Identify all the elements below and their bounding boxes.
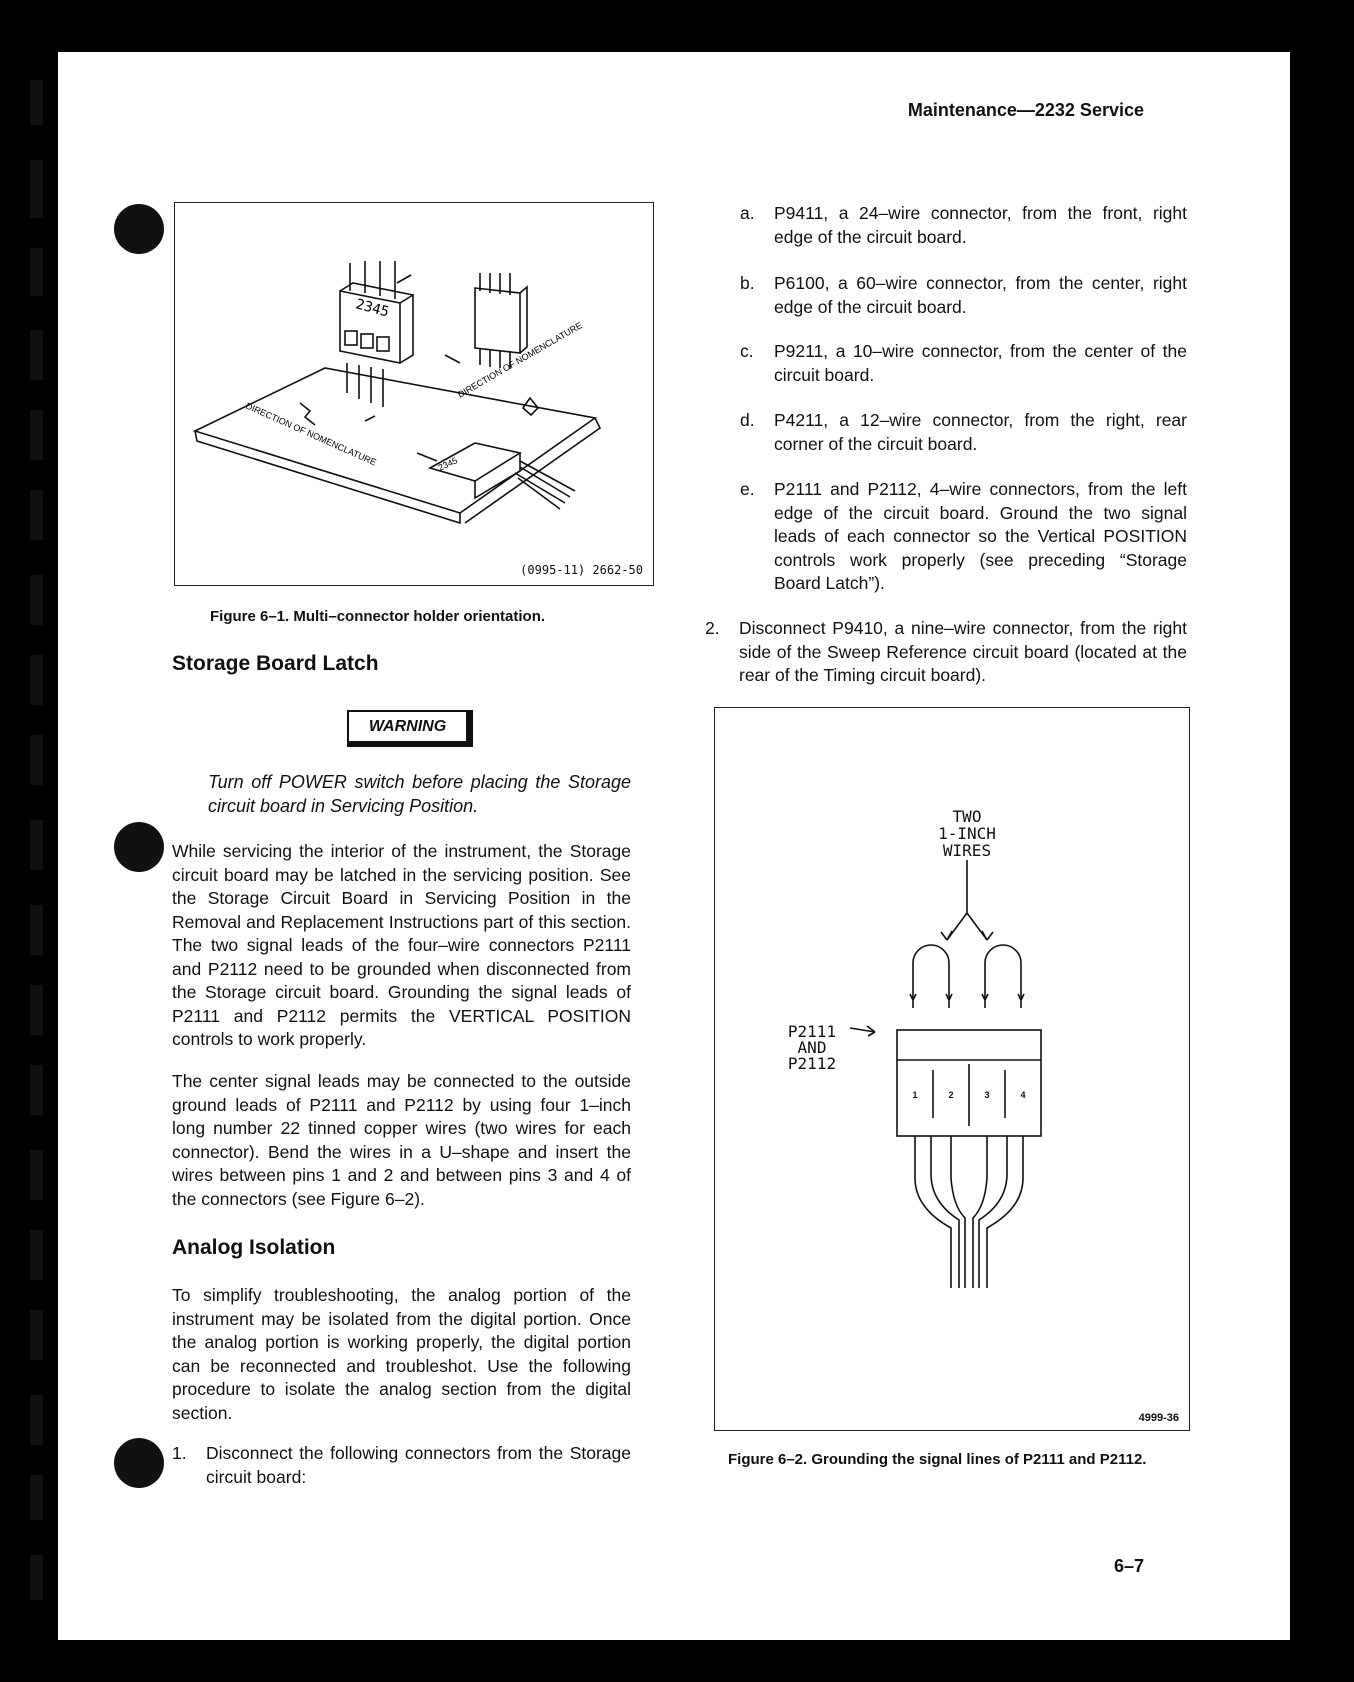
punch-hole <box>114 822 164 872</box>
wires-label-line-1: TWO <box>952 807 982 826</box>
figure-6-2 <box>714 707 1190 1431</box>
sub-item-label: b. <box>740 273 755 293</box>
figure-6-1-caption: Figure 6–1. Multi–connector holder orientation. <box>210 608 546 625</box>
warning-label: WARNING <box>347 710 473 747</box>
pin-1: 1 <box>912 1090 918 1100</box>
sub-item-a <box>740 202 1187 249</box>
figure-6-1-code: (0995-11) 2662-50 <box>520 563 643 577</box>
step-1-number: 1. <box>172 1443 187 1463</box>
sub-item-c <box>740 340 1187 387</box>
page-number: 6–7 <box>1113 1556 1144 1576</box>
step-1-text: Disconnect the following connectors from the Storage circuit board: <box>206 1443 631 1487</box>
figure-6-1 <box>174 202 654 586</box>
storage-latch-paragraph-2: The center signal leads may be connected to the outside ground leads of P2111 and P2112 by using four 1–inch long number 22 tinned copper wires (two wires for each connector). Bend the wires in a U–shape and insert the wires between pins 1 and 2 and between pins 3 and 4 of the connectors (see Figure 6–2). <box>172 1071 631 1209</box>
document-page <box>58 52 1290 1640</box>
connector-holder-illustration <box>175 203 653 585</box>
step-2 <box>705 617 1187 688</box>
warning-text: Turn off POWER switch before placing the Storage circuit board in Servicing Position. <box>208 772 631 816</box>
punch-hole <box>114 1438 164 1488</box>
sub-item-e <box>740 478 1187 596</box>
connector-label-line-2: AND <box>797 1038 827 1057</box>
sub-item-label: a. <box>740 203 755 223</box>
figure-6-2-caption: Figure 6–2. Grounding the signal lines of P2111 and P2112. <box>728 1451 1147 1468</box>
fig1-pin-numbers: 2345 <box>353 296 391 321</box>
step-1 <box>172 1442 631 1489</box>
sub-item-d <box>740 409 1187 456</box>
pin-2: 2 <box>948 1090 954 1100</box>
step-2-text: Disconnect P9410, a nine–wire connector, from the right side of the Sweep Reference circuit board (located at the rear of the Timing circuit board). <box>739 618 1187 685</box>
grounding-wires-diagram <box>715 708 1189 1430</box>
storage-latch-paragraph-1: While servicing the interior of the instrument, the Storage circuit board may be latched in the servicing position. See the Storage Circuit Board in Servicing Position in the Removal and Replacement Instructions part of this section. The two signal leads of the four–wire connectors P2111 and P2112 need to be grounded when disconnected from the Storage circuit board. Grounding the signal leads of P2111 and P2112 permits the VERTICAL POSITION controls to work properly. <box>172 841 631 1049</box>
analog-isolation-paragraph: To simplify troubleshooting, the analog portion of the instrument may be isolated from the digital portion. Once the analog portion is working properly, the digital portion can be reconnected and troubleshot. Use the following procedure to isolate the analog section from the digital section. <box>172 1285 631 1423</box>
running-header: Maintenance—2232 Service <box>907 100 1144 120</box>
figure-6-2-code: 4999-36 <box>1138 1412 1179 1424</box>
sub-item-text: P4211, a 12–wire connector, from the right, rear corner of the circuit board. <box>774 410 1187 454</box>
connector-label-line-3: P2112 <box>787 1054 837 1073</box>
heading-analog-isolation: Analog Isolation <box>172 1236 336 1259</box>
wires-label-line-2: 1-INCH <box>938 824 996 843</box>
fig1-direction-left: DIRECTION OF NOMENCLATURE <box>244 400 378 468</box>
fig1-small-numbers: 2345 <box>436 455 459 473</box>
pin-3: 3 <box>984 1090 990 1100</box>
sub-item-text: P6100, a 60–wire connector, from the center, right edge of the circuit board. <box>774 273 1187 317</box>
sub-item-text: P9411, a 24–wire connector, from the front, right edge of the circuit board. <box>774 203 1187 247</box>
fig1-direction-right: DIRECTION OF NOMENCLATURE <box>456 320 584 400</box>
sub-item-text: P2111 and P2112, 4–wire connectors, from the left edge of the circuit board. Ground the two signal leads of each connector so the Vertical POSITION controls work properly (see preceding “Storage Board Latch”). <box>774 479 1187 593</box>
wires-label-line-3: WIRES <box>942 841 992 860</box>
sub-item-label: d. <box>740 410 755 430</box>
sub-item-b <box>740 272 1187 319</box>
sub-item-label: c. <box>740 341 754 361</box>
punch-hole <box>114 204 164 254</box>
sub-item-text: P9211, a 10–wire connector, from the center of the circuit board. <box>774 341 1187 385</box>
step-2-number: 2. <box>705 618 720 638</box>
sub-item-label: e. <box>740 479 755 499</box>
heading-storage-board-latch: Storage Board Latch <box>172 652 379 675</box>
connector-label-line-1: P2111 <box>787 1022 837 1041</box>
pin-4: 4 <box>1020 1090 1026 1100</box>
